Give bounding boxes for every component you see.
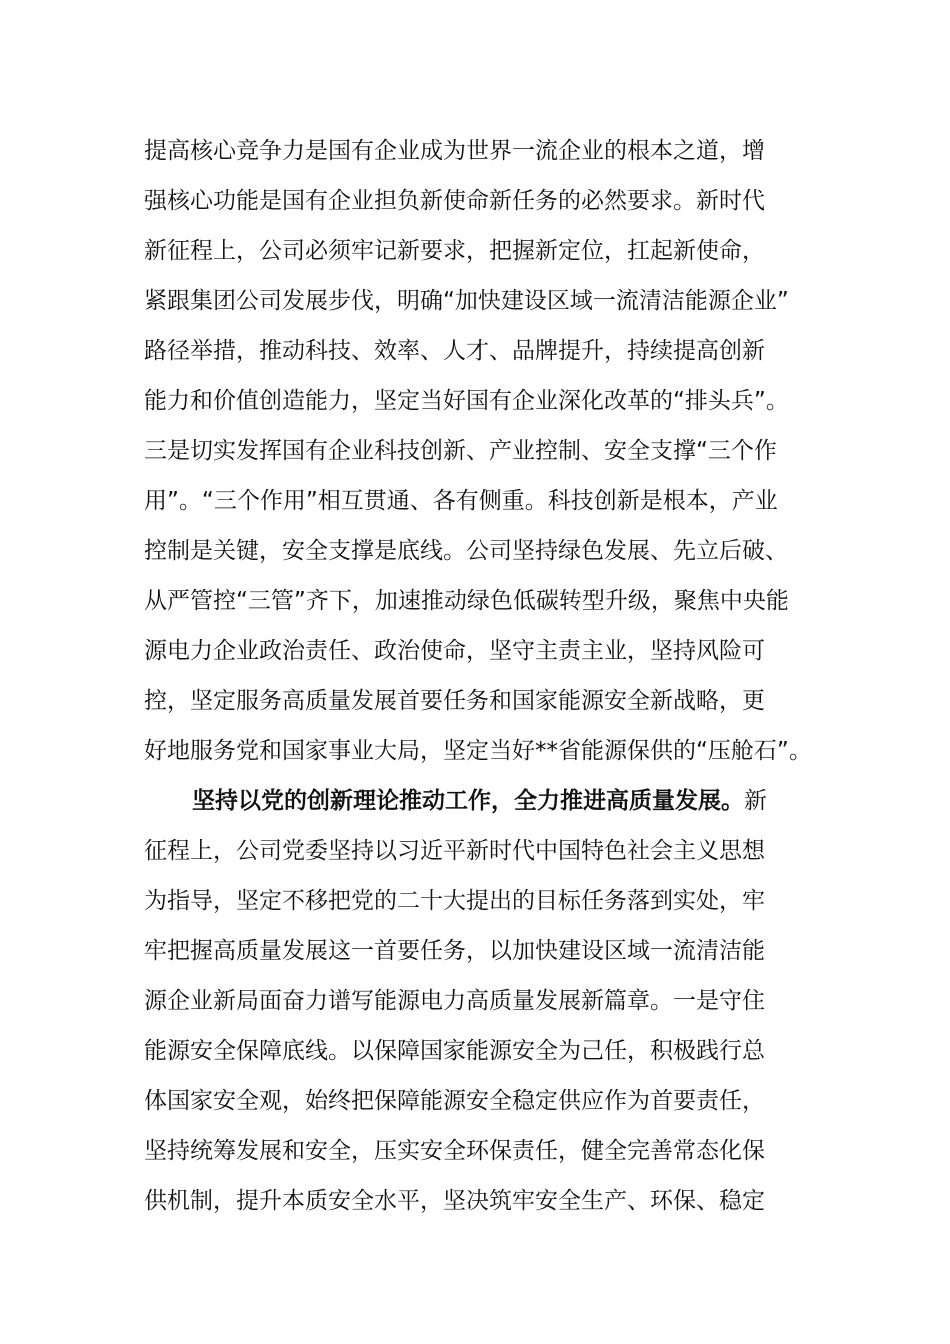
text-line: 源企业新局面奋力谱写能源电力高质量发展新篇章。一是守住: [144, 988, 765, 1014]
text-line: 强核心功能是国有企业担负新使命新任务的必然要求。新时代: [144, 188, 765, 214]
paragraph-heading-line: [192, 776, 767, 826]
text-line: 新征程上，公司必须牢记新要求，把握新定位，扛起新使命，: [144, 238, 765, 264]
text-line: 控，坚定服务高质量发展首要任务和国家能源安全新战略，更: [144, 688, 765, 714]
text-line: 坚持统筹发展和安全，压实安全环保责任，健全完善常态化保: [144, 1138, 765, 1164]
text-line: 三是切实发挥国有企业科技创新、产业控制、安全支撑“三个作: [144, 438, 777, 464]
text-line: 源电力企业政治责任、政治使命，坚守主责主业，坚持风险可: [144, 638, 765, 664]
text-line: 征程上，公司党委坚持以习近平新时代中国特色社会主义思想: [144, 838, 765, 864]
text-line: 供机制，提升本质安全水平，坚决筑牢安全生产、环保、稳定: [144, 1188, 765, 1214]
heading-tail-text: 新: [744, 788, 767, 814]
text-line: 紧跟集团公司发展步伐，明确“加快建设区域一流清洁能源企业”: [144, 288, 789, 314]
text-line: 提高核心竞争力是国有企业成为世界一流企业的根本之道，增: [144, 138, 765, 164]
text-line: 从严管控“三管”齐下，加速推动绿色低碳转型升级，聚焦中央能: [144, 588, 789, 614]
text-line: 能力和价值创造能力，坚定当好国有企业深化改革的“排头兵”。: [144, 388, 789, 414]
text-line: 路径举措，推动科技、效率、人才、品牌提升，持续提高创新: [144, 338, 765, 364]
text-line: 能源安全保障底线。以保障国家能源安全为己任，积极践行总: [144, 1038, 765, 1064]
text-line: 牢把握高质量发展这一首要任务，以加快建设区域一流清洁能: [144, 938, 765, 964]
text-line: 用”。“三个作用”相互贯通、各有侧重。科技创新是根本，产业: [144, 488, 778, 514]
paragraph-heading: 坚持以党的创新理论推动工作，全力推进高质量发展。: [192, 788, 744, 814]
text-line: 好地服务党和国家事业大局，坚定当好**省能源保供的“压舱石”。: [144, 738, 812, 764]
text-line: 为指导，坚定不移把党的二十大提出的目标任务落到实处，牢: [144, 888, 765, 914]
text-line: 体国家安全观，始终把保障能源安全稳定供应作为首要责任，: [144, 1088, 765, 1114]
text-line: 控制是关键，安全支撑是底线。公司坚持绿色发展、先立后破、: [144, 538, 788, 564]
